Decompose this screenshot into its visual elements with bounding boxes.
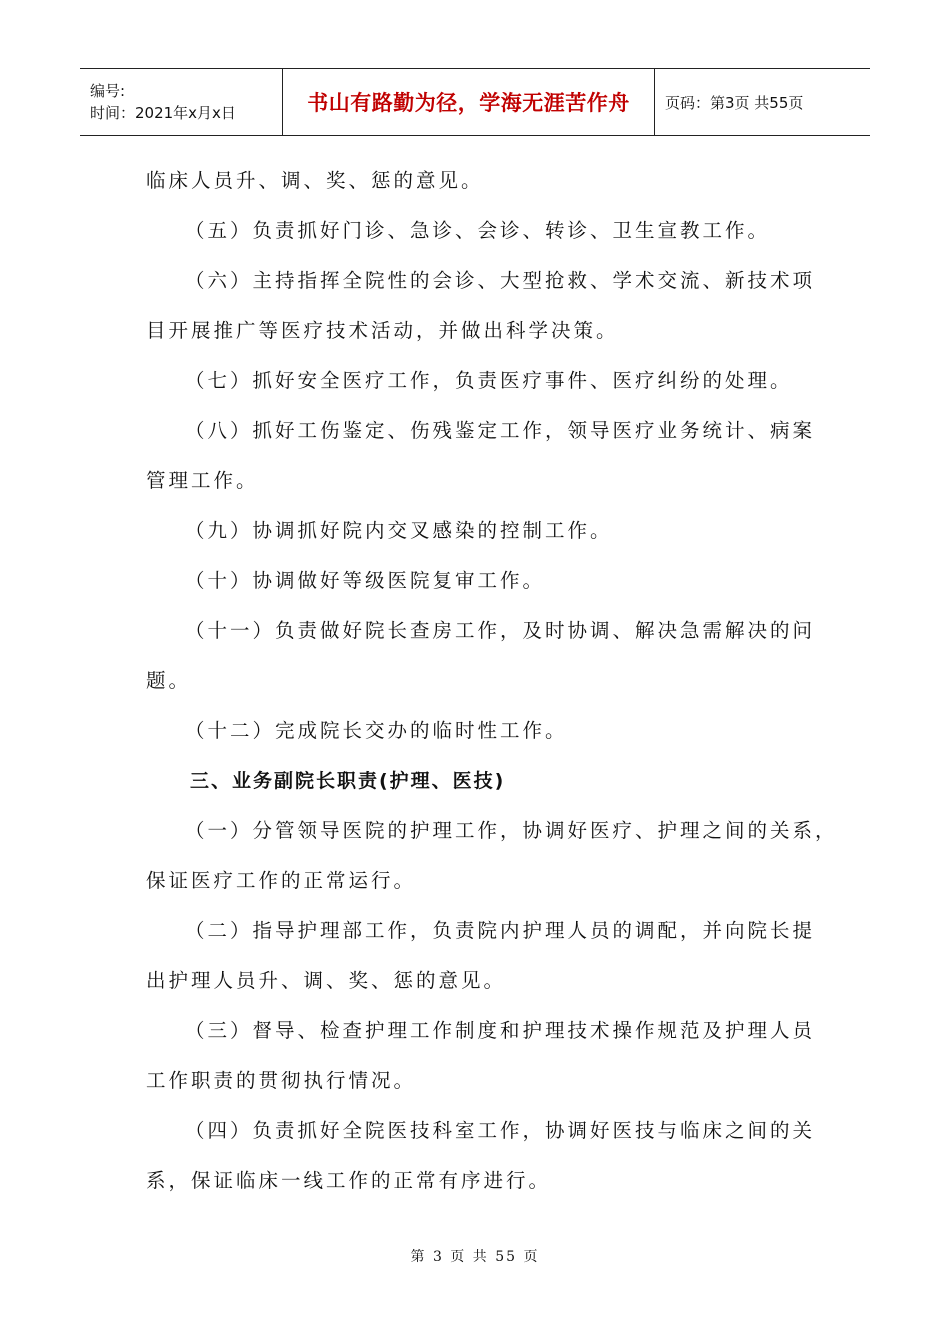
section-heading: 三、业务副院长职责(护理、医技) xyxy=(190,770,506,792)
body-line: 系，保证临床一线工作的正常有序进行。 xyxy=(146,1169,552,1192)
body-line: 题。 xyxy=(146,669,192,692)
body-line: 临床人员升、调、奖、惩的意见。 xyxy=(146,169,484,192)
body-line: 工作职责的贯彻执行情况。 xyxy=(146,1069,417,1092)
header-page-info: 页码：第3页 共55页 xyxy=(665,93,804,112)
body-line: （三）督导、检查护理工作制度和护理技术操作规范及护理人员 xyxy=(185,1019,816,1042)
body-line: （十）协调做好等级医院复审工作。 xyxy=(185,569,546,592)
body-line: （六）主持指挥全院性的会诊、大型抢救、学术交流、新技术项 xyxy=(185,269,816,292)
body-line: （二）指导护理部工作，负责院内护理人员的调配，并向院长提 xyxy=(185,919,816,942)
header-meta xyxy=(80,69,283,135)
document-number-label: 编号: xyxy=(90,82,126,100)
body-line: 管理工作。 xyxy=(146,469,259,492)
body-line: （四）负责抓好全院医技科室工作，协调好医技与临床之间的关 xyxy=(185,1119,816,1142)
header-motto-cell xyxy=(283,69,655,135)
page-header xyxy=(80,68,870,136)
body-line: （七）抓好安全医疗工作，负责医疗事件、医疗纠纷的处理。 xyxy=(185,369,793,392)
body-line: （八）抓好工伤鉴定、伤残鉴定工作，领导医疗业务统计、病案 xyxy=(185,419,816,442)
body-line: （九）协调抓好院内交叉感染的控制工作。 xyxy=(185,519,613,542)
header-motto: 书山有路勤为径，学海无涯苦作舟 xyxy=(307,91,630,115)
body-line: （五）负责抓好门诊、急诊、会诊、转诊、卫生宣教工作。 xyxy=(185,219,771,242)
body-line: 保证医疗工作的正常运行。 xyxy=(146,869,417,892)
page-footer: 第 3 页 共 55 页 xyxy=(410,1249,540,1265)
body-line: （十二）完成院长交办的临时性工作。 xyxy=(185,719,568,742)
body-line: （十一）负责做好院长查房工作，及时协调、解决急需解决的问 xyxy=(185,619,816,642)
body-line: 出护理人员升、调、奖、惩的意见。 xyxy=(146,969,507,992)
body-line: 目开展推广等医疗技术活动，并做出科学决策。 xyxy=(146,319,619,342)
body-line: （一）分管领导医院的护理工作，协调好医疗、护理之间的关系， xyxy=(185,819,838,842)
document-time-label: 时间：2021年x月x日 xyxy=(90,104,236,122)
